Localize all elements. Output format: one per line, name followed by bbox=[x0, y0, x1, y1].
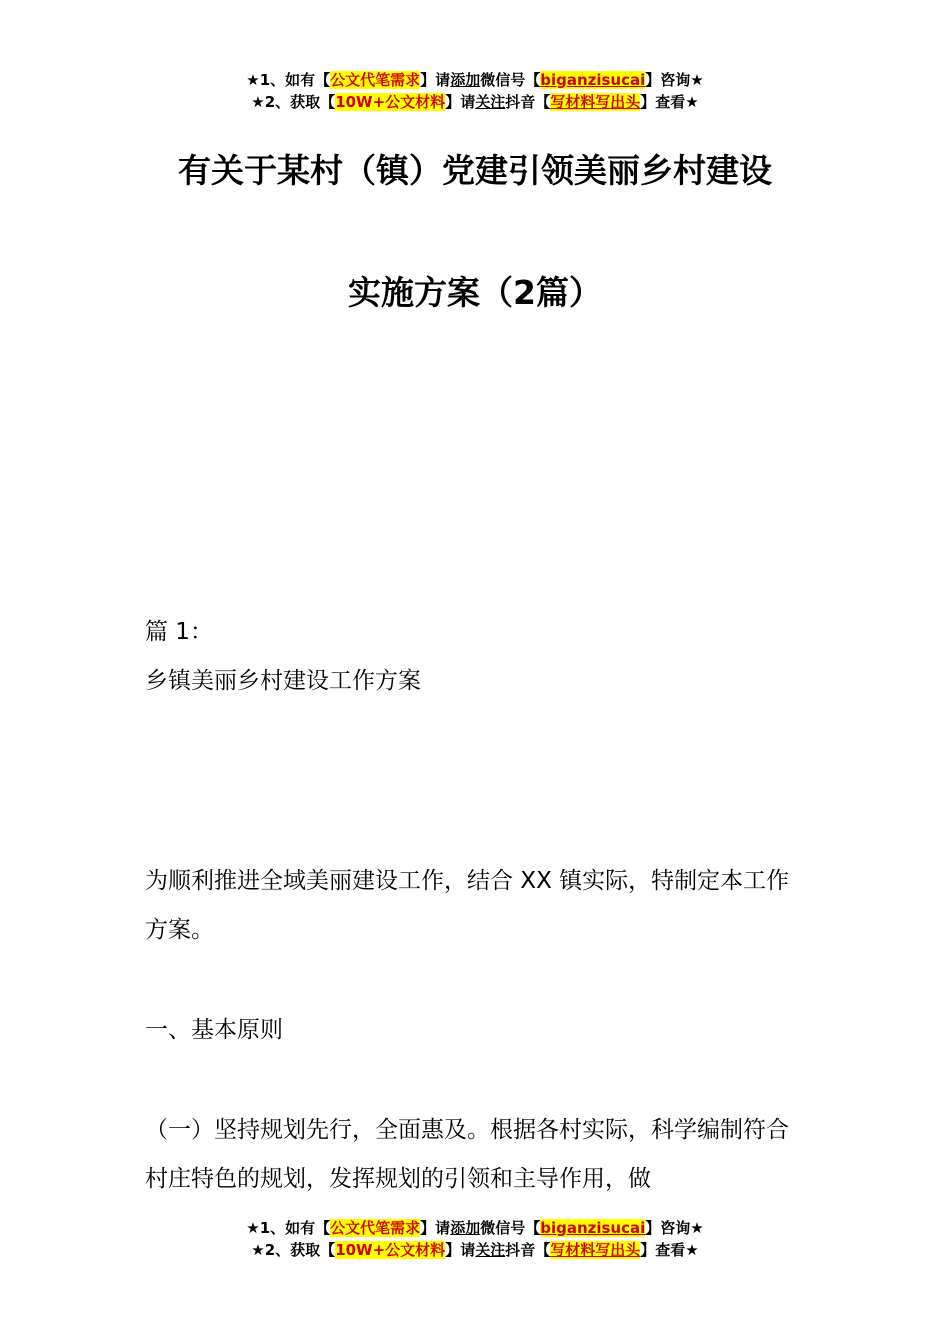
promo-underline: 添加 bbox=[450, 1219, 481, 1237]
promo-text: 】咨询★ bbox=[645, 1219, 704, 1237]
promo-text: ★2、获取【 bbox=[251, 93, 336, 111]
promo-text: 】查看★ bbox=[640, 93, 699, 111]
promo-text: 】请 bbox=[420, 71, 451, 89]
promo-text: 】查看★ bbox=[640, 1241, 699, 1259]
promo-wechat-id: biganzisucai bbox=[540, 1219, 646, 1237]
promo-line-1 bbox=[0, 69, 950, 91]
promo-highlight: 10W+公文材料 bbox=[335, 1241, 446, 1259]
promo-text: 微信号【 bbox=[480, 71, 541, 89]
promo-underline: 关注 bbox=[475, 1241, 506, 1259]
promo-text: 抖音【 bbox=[505, 93, 551, 111]
promo-text: ★2、获取【 bbox=[251, 1241, 336, 1259]
document-title-line-1: 有关于某村（镇）党建引领美丽乡村建设 bbox=[178, 151, 772, 190]
promo-highlight: 公文代笔需求 bbox=[330, 71, 421, 89]
section-subtitle: 乡镇美丽乡村建设工作方案 bbox=[145, 668, 421, 694]
part-label: 篇 1： bbox=[145, 619, 213, 645]
promo-text: 微信号【 bbox=[480, 1219, 541, 1237]
promo-wechat-id: biganzisucai bbox=[540, 71, 646, 89]
promo-text: 抖音【 bbox=[505, 1241, 551, 1259]
intro-paragraph: 为顺利推进全域美丽建设工作，结合 XX 镇实际，特制定本工作方案。 bbox=[145, 868, 790, 943]
promo-text: ★1、如有【 bbox=[246, 71, 331, 89]
promo-text: 】请 bbox=[445, 1241, 476, 1259]
promo-line-2 bbox=[0, 91, 950, 113]
header-promo bbox=[0, 69, 950, 113]
promo-line-1 bbox=[0, 1217, 950, 1239]
heading-basic-principles: 一、基本原则 bbox=[145, 1017, 283, 1043]
document-title-line-2: 实施方案（2篇） bbox=[348, 273, 602, 312]
footer-promo bbox=[0, 1217, 950, 1261]
promo-text: 】咨询★ bbox=[645, 71, 704, 89]
principle-item-1: （一）坚持规划先行，全面惠及。根据各村实际，科学编制符合村庄特色的规划，发挥规划的引领和主导作用，做 bbox=[145, 1117, 789, 1192]
promo-douyin-id: 写材料写出头 bbox=[550, 1241, 641, 1259]
promo-underline: 添加 bbox=[450, 71, 481, 89]
promo-text: ★1、如有【 bbox=[246, 1219, 331, 1237]
promo-text: 】请 bbox=[420, 1219, 451, 1237]
promo-line-2 bbox=[0, 1239, 950, 1261]
promo-highlight: 公文代笔需求 bbox=[330, 1219, 421, 1237]
promo-douyin-id: 写材料写出头 bbox=[550, 93, 641, 111]
promo-text: 】请 bbox=[445, 93, 476, 111]
promo-highlight: 10W+公文材料 bbox=[335, 93, 446, 111]
promo-underline: 关注 bbox=[475, 93, 506, 111]
